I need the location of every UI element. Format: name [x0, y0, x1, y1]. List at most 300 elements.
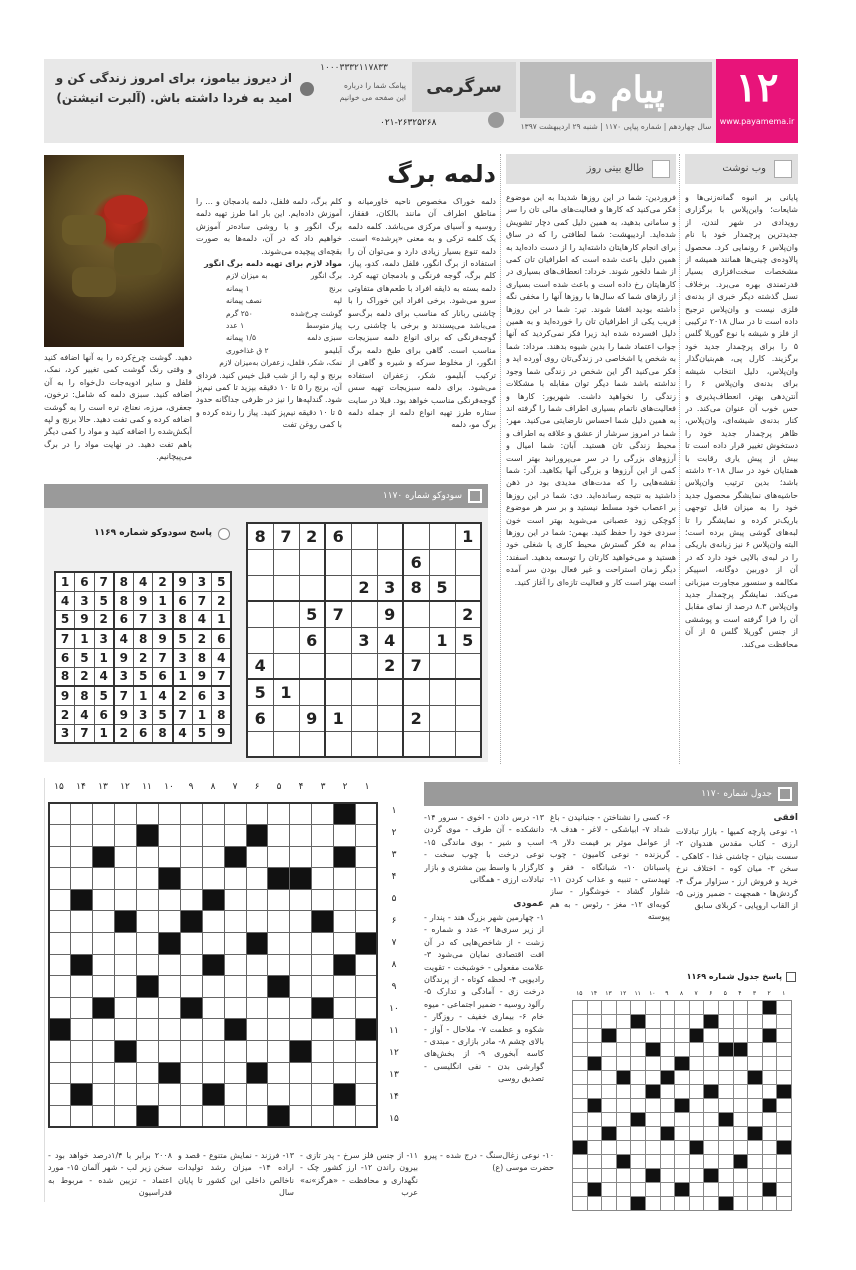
crossword-cell[interactable]	[71, 803, 93, 825]
crossword-cell[interactable]	[158, 1019, 180, 1041]
sudoku-cell: 7	[212, 667, 232, 686]
sudoku-cell[interactable]	[273, 549, 299, 575]
sudoku-cell[interactable]	[325, 575, 351, 601]
sudoku-cell[interactable]	[247, 549, 273, 575]
answer-cell	[704, 1141, 719, 1155]
crossword-cell[interactable]	[268, 997, 290, 1019]
crossword-cell[interactable]	[202, 997, 224, 1019]
spices: نمک، شکر، فلفل، زعفران به‌میزان لازم	[219, 358, 342, 368]
crossword-cell[interactable]	[158, 997, 180, 1019]
crossword-cell[interactable]	[93, 976, 115, 998]
website-url[interactable]: www.payamema.ir	[719, 117, 795, 126]
crossword-cell[interactable]	[268, 1062, 290, 1084]
crossword-cell[interactable]	[115, 1019, 137, 1041]
crossword-cell[interactable]	[71, 1041, 93, 1063]
crossword-cell[interactable]	[115, 868, 137, 890]
answer-column-number: ۱۴	[590, 990, 598, 997]
crossword-cell[interactable]	[49, 911, 71, 933]
crossword-cell[interactable]	[224, 803, 246, 825]
sudoku-cell: 1	[455, 523, 481, 549]
crossword-cell[interactable]	[158, 803, 180, 825]
crossword-cell[interactable]	[180, 889, 202, 911]
crossword-cell[interactable]	[312, 933, 334, 955]
crossword-cell[interactable]	[71, 1105, 93, 1127]
sudoku-cell[interactable]	[299, 679, 325, 705]
crossword-cell[interactable]	[202, 868, 224, 890]
sudoku-cell[interactable]	[273, 575, 299, 601]
crossword-cell[interactable]	[268, 1084, 290, 1106]
crossword-cell[interactable]	[246, 1041, 268, 1063]
crossword-cell[interactable]	[224, 1105, 246, 1127]
crossword-cell[interactable]	[268, 803, 290, 825]
sudoku-cell[interactable]	[273, 653, 299, 679]
crossword-cell[interactable]	[246, 1105, 268, 1127]
row-number: ۱	[391, 806, 397, 816]
crossword-cell[interactable]	[158, 911, 180, 933]
answer-cell	[762, 1141, 777, 1155]
crossword-cell[interactable]	[180, 803, 202, 825]
crossword-cell[interactable]	[334, 868, 356, 890]
crossword-cell[interactable]	[202, 825, 224, 847]
answer-cell	[762, 1057, 777, 1071]
crossword-cell[interactable]	[180, 1041, 202, 1063]
sudoku-cell[interactable]	[429, 653, 455, 679]
crossword-cell[interactable]	[246, 997, 268, 1019]
crossword-cell[interactable]	[71, 911, 93, 933]
weblog-title: وب نوشت	[722, 163, 766, 174]
sudoku-cell[interactable]	[351, 705, 377, 731]
crossword-cell[interactable]	[93, 1062, 115, 1084]
crossword-cell[interactable]	[202, 846, 224, 868]
sudoku-cell[interactable]	[273, 601, 299, 627]
crossword-cell[interactable]	[268, 825, 290, 847]
crossword-cell[interactable]	[334, 1062, 356, 1084]
dolma-roll	[72, 267, 116, 297]
crossword-cell[interactable]	[115, 976, 137, 998]
sudoku-cell[interactable]	[247, 731, 273, 757]
crossword-cell[interactable]	[312, 1062, 334, 1084]
sudoku-cell: 1	[212, 610, 232, 629]
crossword-cell[interactable]	[115, 933, 137, 955]
sudoku-cell[interactable]	[351, 549, 377, 575]
sudoku-cell[interactable]	[247, 601, 273, 627]
crossword-cell[interactable]	[137, 997, 159, 1019]
crossword-cell[interactable]	[268, 889, 290, 911]
sudoku-cell[interactable]	[455, 549, 481, 575]
crossword-cell[interactable]	[93, 868, 115, 890]
sudoku-cell[interactable]	[351, 679, 377, 705]
sudoku-cell[interactable]	[273, 627, 299, 653]
sudoku-cell: 5	[429, 575, 455, 601]
sudoku-cell: 4	[377, 627, 403, 653]
crossword-cell[interactable]	[334, 825, 356, 847]
answer-cell	[718, 1155, 733, 1169]
crossword-cell[interactable]	[224, 1041, 246, 1063]
crossword-cell[interactable]	[290, 846, 312, 868]
header-quote: از دیروز بیاموز، برای امروز زندگی کن و امید به فردا داشته باش. (آلبرت انیشتن)	[55, 71, 292, 105]
sudoku-cell[interactable]	[247, 627, 273, 653]
dolma-photo	[44, 155, 184, 347]
crossword-cell[interactable]	[158, 954, 180, 976]
crossword-cell[interactable]	[180, 868, 202, 890]
sudoku-cell: 7	[192, 591, 212, 610]
crossword-cell[interactable]	[334, 889, 356, 911]
crossword-cell[interactable]	[158, 976, 180, 998]
crossword-cell[interactable]	[246, 846, 268, 868]
crossword-cell[interactable]	[202, 803, 224, 825]
crossword-cell[interactable]	[93, 889, 115, 911]
crossword-cell[interactable]	[49, 825, 71, 847]
crossword-cell[interactable]	[290, 954, 312, 976]
answer-cell	[718, 1071, 733, 1085]
crossword-cell[interactable]	[202, 1105, 224, 1127]
crossword-cell[interactable]	[334, 1105, 356, 1127]
crossword-cell[interactable]	[268, 911, 290, 933]
crossword-cell[interactable]	[355, 868, 377, 890]
sudoku-cell[interactable]	[325, 549, 351, 575]
crossword-cell[interactable]	[355, 825, 377, 847]
sudoku-cell[interactable]	[351, 731, 377, 757]
sudoku-cell[interactable]	[403, 601, 429, 627]
sudoku-cell[interactable]	[403, 627, 429, 653]
crossword-cell[interactable]	[224, 825, 246, 847]
answer-cell	[587, 1015, 602, 1029]
crossword-cell[interactable]	[290, 997, 312, 1019]
crossword-cell[interactable]	[355, 889, 377, 911]
ingredient-row	[196, 345, 342, 357]
crossword-cell[interactable]	[334, 1041, 356, 1063]
sudoku-cell[interactable]	[403, 731, 429, 757]
crossword-cell[interactable]	[355, 1105, 377, 1127]
sudoku-cell[interactable]	[429, 549, 455, 575]
crossword-cell[interactable]	[115, 997, 137, 1019]
crossword-cell[interactable]	[290, 933, 312, 955]
column-number: ۲	[342, 782, 348, 792]
crossword-cell[interactable]	[355, 846, 377, 868]
sudoku-cell[interactable]	[299, 549, 325, 575]
crossword-cell[interactable]	[115, 846, 137, 868]
sudoku-answer-header	[60, 528, 230, 538]
crossword-cell[interactable]	[224, 911, 246, 933]
sudoku-cell[interactable]	[403, 679, 429, 705]
crossword-cell[interactable]	[137, 1062, 159, 1084]
sudoku-cell[interactable]	[429, 731, 455, 757]
crossword-cell[interactable]	[202, 933, 224, 955]
crossword-cell[interactable]	[93, 803, 115, 825]
crossword-cell[interactable]	[93, 1105, 115, 1127]
crossword-cell[interactable]	[49, 846, 71, 868]
crossword-cell[interactable]	[158, 825, 180, 847]
sudoku-cell: 2	[455, 601, 481, 627]
crossword-cell[interactable]	[71, 825, 93, 847]
answer-cell	[616, 1057, 631, 1071]
sudoku-cell: 2	[403, 705, 429, 731]
crossword-cell[interactable]	[312, 1019, 334, 1041]
crossword-cell[interactable]	[180, 1019, 202, 1041]
sudoku-cell[interactable]	[455, 575, 481, 601]
crossword-cell[interactable]	[137, 911, 159, 933]
crossword-cell[interactable]	[312, 1084, 334, 1106]
crossword-cell[interactable]	[290, 1084, 312, 1106]
sudoku-cell[interactable]	[325, 653, 351, 679]
crossword-cell[interactable]	[137, 954, 159, 976]
sudoku-cell[interactable]	[429, 705, 455, 731]
answer-cell	[573, 1043, 588, 1057]
crossword-cell[interactable]	[137, 1041, 159, 1063]
crossword-cell[interactable]	[312, 1041, 334, 1063]
answer-cell	[616, 1015, 631, 1029]
sudoku-cell[interactable]	[429, 523, 455, 549]
sudoku-cell[interactable]	[299, 653, 325, 679]
sudoku-cell[interactable]	[325, 731, 351, 757]
crossword-cell[interactable]	[202, 1062, 224, 1084]
dolma-roll	[114, 243, 162, 275]
crossword-cell[interactable]	[49, 889, 71, 911]
crossword-cell[interactable]	[290, 825, 312, 847]
crossword-cell[interactable]	[93, 911, 115, 933]
crossword-cell[interactable]	[268, 1019, 290, 1041]
answer-cell	[645, 1155, 660, 1169]
sudoku-cell: 1	[173, 667, 193, 686]
crossword-cell[interactable]	[115, 825, 137, 847]
crossword-cell[interactable]	[355, 1041, 377, 1063]
crossword-cell[interactable]	[312, 954, 334, 976]
crossword-cell[interactable]	[93, 1084, 115, 1106]
crossword-cell[interactable]	[334, 911, 356, 933]
crossword-cell[interactable]	[180, 1084, 202, 1106]
sudoku-cell[interactable]	[455, 679, 481, 705]
crossword-cell[interactable]	[49, 1041, 71, 1063]
ingredient-name: سبزی دلمه	[307, 333, 342, 343]
crossword-cell[interactable]	[355, 1062, 377, 1084]
sudoku-cell[interactable]	[377, 705, 403, 731]
answer-cell	[645, 1197, 660, 1211]
sudoku-cell[interactable]	[455, 705, 481, 731]
answer-column-number: ۱۲	[619, 990, 627, 997]
sudoku-cell[interactable]	[351, 601, 377, 627]
sudoku-cell[interactable]	[403, 523, 429, 549]
crossword-cell[interactable]	[137, 1019, 159, 1041]
crossword-cell[interactable]	[268, 954, 290, 976]
crossword-cell[interactable]	[224, 954, 246, 976]
sudoku-cell[interactable]	[429, 601, 455, 627]
answer-black-cell	[616, 1155, 631, 1169]
crossword-cell[interactable]	[71, 976, 93, 998]
crossword-cell[interactable]	[71, 933, 93, 955]
crossword-cell[interactable]	[49, 1084, 71, 1106]
sudoku-cell[interactable]	[377, 679, 403, 705]
crossword-cell[interactable]	[334, 976, 356, 998]
sudoku-cell[interactable]	[429, 679, 455, 705]
crossword-cell[interactable]	[290, 803, 312, 825]
crossword-cell[interactable]	[355, 911, 377, 933]
sudoku-cell: 1	[429, 627, 455, 653]
crossword-cell[interactable]	[312, 1105, 334, 1127]
crossword-cell[interactable]	[93, 825, 115, 847]
crossword-cell[interactable]	[355, 954, 377, 976]
crossword-cell[interactable]	[202, 1041, 224, 1063]
crossword-cell[interactable]	[246, 1084, 268, 1106]
crossword-cell[interactable]	[224, 976, 246, 998]
crossword-cell[interactable]	[49, 954, 71, 976]
crossword-cell[interactable]	[93, 954, 115, 976]
crossword-cell[interactable]	[224, 1062, 246, 1084]
crossword-cell[interactable]	[49, 933, 71, 955]
crossword-cell[interactable]	[290, 911, 312, 933]
sudoku-cell: 2	[153, 572, 173, 591]
crossword-cell[interactable]	[202, 976, 224, 998]
crossword-cell[interactable]	[49, 976, 71, 998]
crossword-cell[interactable]	[93, 1019, 115, 1041]
crossword-cell[interactable]	[115, 1084, 137, 1106]
answer-cell	[645, 1127, 660, 1141]
crossword-cell[interactable]	[224, 997, 246, 1019]
crossword-cell[interactable]	[49, 1105, 71, 1127]
crossword-cell[interactable]	[334, 1019, 356, 1041]
crossword-cell[interactable]	[268, 933, 290, 955]
crossword-cell[interactable]	[180, 954, 202, 976]
crossword-cell[interactable]	[71, 868, 93, 890]
crossword-cell[interactable]	[115, 1062, 137, 1084]
crossword-cell[interactable]	[158, 1041, 180, 1063]
crossword-cell[interactable]	[180, 933, 202, 955]
crossword-cell[interactable]	[137, 933, 159, 955]
crossword-cell[interactable]	[180, 976, 202, 998]
crossword-title: جدول شماره ۱۱۷۰	[701, 789, 772, 799]
answer-cell	[587, 1169, 602, 1183]
answer-cell	[675, 1029, 690, 1043]
sudoku-cell[interactable]	[325, 627, 351, 653]
answer-cell	[587, 1001, 602, 1015]
sudoku-cell[interactable]	[377, 523, 403, 549]
crossword-cell[interactable]	[71, 1062, 93, 1084]
sudoku-cell[interactable]	[455, 731, 481, 757]
crossword-cell[interactable]	[312, 846, 334, 868]
crossword-cell[interactable]	[49, 803, 71, 825]
crossword-cell[interactable]	[355, 997, 377, 1019]
answer-cell	[602, 1169, 617, 1183]
crossword-cell[interactable]	[180, 846, 202, 868]
recipe-intro: کلم برگ، دلمه فلفل، دلمه بادمجان و ... را آموزش داده‌ایم. این بار اما طرز تهیه دلمه برگ انگور و با روشی ساده‌تر آموزش خواهیم داد که در آن، دلمه‌ها به صورت بقچه‌ای پیچیده می‌شوند.	[196, 197, 342, 256]
crossword-cell[interactable]	[246, 911, 268, 933]
crossword-cell[interactable]	[290, 1105, 312, 1127]
sudoku-cell[interactable]	[377, 731, 403, 757]
sudoku-cell[interactable]	[351, 653, 377, 679]
crossword-cell[interactable]	[355, 803, 377, 825]
crossword-cell[interactable]	[137, 1084, 159, 1106]
row-number: ۱۵	[389, 1114, 399, 1124]
crossword-cell[interactable]	[93, 933, 115, 955]
sudoku-cell: 1	[273, 679, 299, 705]
crossword-cell[interactable]	[137, 803, 159, 825]
crossword-cell[interactable]	[312, 868, 334, 890]
crossword-cell[interactable]	[312, 825, 334, 847]
column-number: ۱۴	[76, 782, 86, 792]
crossword-cell[interactable]	[93, 1041, 115, 1063]
crossword-cell[interactable]	[268, 1041, 290, 1063]
crossword-cell[interactable]	[49, 1062, 71, 1084]
crossword-cell[interactable]	[246, 868, 268, 890]
crossword-cell[interactable]	[115, 803, 137, 825]
crossword-cell[interactable]	[246, 1019, 268, 1041]
crossword-cell[interactable]	[246, 976, 268, 998]
crossword-cell[interactable]	[290, 1062, 312, 1084]
crossword-black-cell	[115, 1041, 137, 1063]
crossword-cell[interactable]	[49, 997, 71, 1019]
crossword-cell[interactable]	[334, 933, 356, 955]
sudoku-cell[interactable]	[299, 731, 325, 757]
crossword-black-cell	[246, 933, 268, 955]
sudoku-cell[interactable]	[273, 731, 299, 757]
crossword-cell[interactable]	[71, 846, 93, 868]
crossword-cell[interactable]	[180, 825, 202, 847]
crossword-black-cell	[312, 911, 334, 933]
crossword-cell[interactable]	[137, 889, 159, 911]
sudoku-cell: 2	[192, 629, 212, 648]
answer-column-number: ۳	[752, 990, 757, 997]
crossword-cell[interactable]	[334, 997, 356, 1019]
crossword-cell[interactable]	[224, 1084, 246, 1106]
crossword-cell[interactable]	[158, 1084, 180, 1106]
crossword-cell[interactable]	[71, 1019, 93, 1041]
crossword-cell[interactable]	[246, 889, 268, 911]
sudoku-cell[interactable]	[325, 679, 351, 705]
crossword-cell[interactable]	[312, 976, 334, 998]
crossword-cell[interactable]	[180, 1062, 202, 1084]
crossword-cell[interactable]	[246, 803, 268, 825]
crossword-cell[interactable]	[49, 868, 71, 890]
crossword-cell[interactable]	[312, 889, 334, 911]
crossword-cell[interactable]	[355, 976, 377, 998]
crossword-cell[interactable]	[290, 976, 312, 998]
crossword-cell[interactable]	[137, 868, 159, 890]
crossword-cell[interactable]	[290, 889, 312, 911]
crossword-cell[interactable]	[312, 803, 334, 825]
answer-cell	[777, 1113, 792, 1127]
answer-cell	[704, 1197, 719, 1211]
crossword-cell[interactable]	[158, 889, 180, 911]
crossword-cell[interactable]	[71, 997, 93, 1019]
sudoku-cell[interactable]	[377, 549, 403, 575]
answer-black-cell	[645, 1043, 660, 1057]
crossword-cell[interactable]	[137, 846, 159, 868]
crossword-cell[interactable]	[115, 1105, 137, 1127]
sudoku-cell[interactable]	[273, 705, 299, 731]
crossword-cell[interactable]	[158, 846, 180, 868]
crossword-cell[interactable]	[180, 1105, 202, 1127]
sudoku-cell: 1	[94, 648, 114, 667]
crossword-cell[interactable]	[115, 954, 137, 976]
crossword-cell[interactable]	[290, 1019, 312, 1041]
crossword-cell[interactable]	[158, 1105, 180, 1127]
crossword-cell[interactable]	[268, 846, 290, 868]
crossword-cell[interactable]	[355, 1084, 377, 1106]
sudoku-cell[interactable]	[247, 575, 273, 601]
crossword-cell[interactable]	[202, 1019, 224, 1041]
sudoku-cell[interactable]	[455, 653, 481, 679]
crossword-cell[interactable]	[224, 868, 246, 890]
crossword-cell[interactable]	[115, 889, 137, 911]
sudoku-cell[interactable]	[299, 575, 325, 601]
recipe-col3: دهید. گوشت چرخ‌کرده را به آنها اضافه کنید و وقتی رنگ گوشت کمی تغییر کرد، نمک، فلفل و سایر ادویه‌جات دل‌خواه را به آن اضافه کنید. سبزی دلمه که شامل: ترخون، جعفری، مرزه، نعناع، تره است را به گوشت اضافه کرده و کمی تفت دهید. حالا برنج و لپه آبکش‌شده را اضافه کنید و مواد را کمی دیگر باهم تفت دهید. در نهایت مواد را در برگ می‌پیچانیم.	[44, 353, 192, 462]
answer-cell	[704, 1113, 719, 1127]
sudoku-cell[interactable]	[351, 523, 377, 549]
crossword-cell[interactable]	[202, 911, 224, 933]
sudoku-cell: 6	[403, 549, 429, 575]
crossword-cell[interactable]	[224, 889, 246, 911]
crossword-cell[interactable]	[224, 933, 246, 955]
crossword-cell[interactable]	[246, 954, 268, 976]
